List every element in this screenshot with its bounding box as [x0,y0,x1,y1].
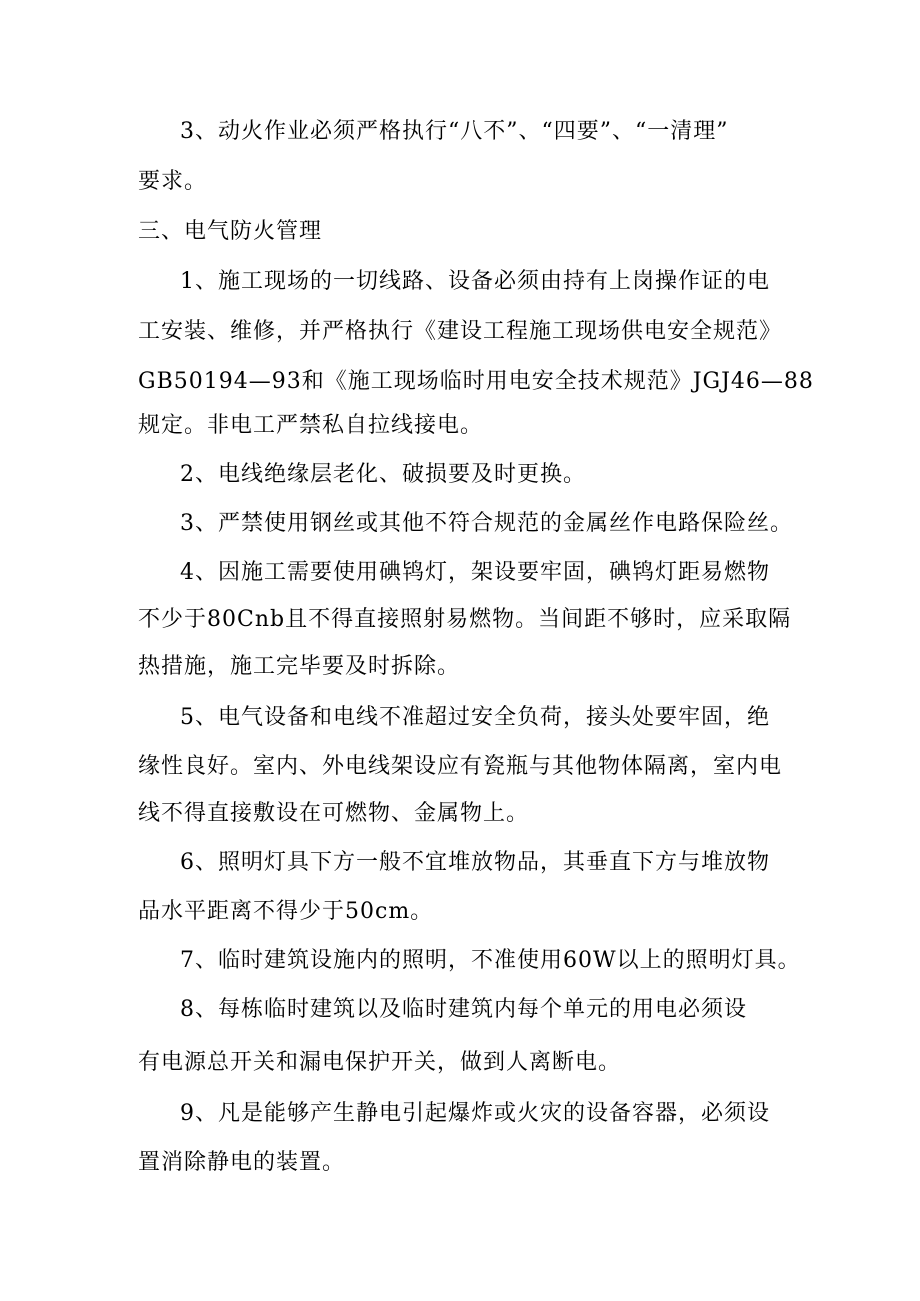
text-line: 3、严禁使用钢丝或其他不符合规范的金属丝作电路保险丝。 [180,511,793,536]
text-line: 有电源总开关和漏电保护开关，做到人离断电。 [138,1050,622,1075]
text-line: 热措施，施工完毕要及时拆除。 [138,654,461,679]
text-line: 规定。非电工严禁私自拉线接电。 [138,413,484,438]
text-line: 工安装、维修，并严格执行《建设工程施工现场供电安全规范》 [138,319,783,344]
text-line: 8、每栋临时建筑以及临时建筑内每个单元的用电必须设 [180,997,747,1022]
text-line: 不少于80Cnb且不得直接照射易燃物。当间距不够时，应采取隔 [138,607,792,632]
text-line: 品水平距离不得少于50cm。 [138,899,434,924]
text-line: 4、因施工需要使用碘鸨灯，架设要牢固，碘鸨灯距易燃物 [180,560,770,585]
text-line: GB50194—93和《施工现场临时用电安全技术规范》JGJ46—88 [138,369,814,394]
text-line: 2、电线绝缘层老化、破损要及时更换。 [180,462,586,487]
text-line: 缘性良好。室内、外电线架设应有瓷瓶与其他物体隔离，室内电 [138,754,783,779]
text-line: 1、施工现场的一切线路、设备必须由持有上岗操作证的电 [180,269,770,294]
text-line: 要求。 [138,169,208,194]
section-heading: 三、电气防火管理 [138,219,323,244]
text-line: 线不得直接敷设在可燃物、金属物上。 [138,801,530,826]
text-line: 6、照明灯具下方一般不宜堆放物品，其垂直下方与堆放物 [180,850,770,875]
text-line: 5、电气设备和电线不准超过安全负荷，接头处要牢固，绝 [180,705,770,730]
text-line: 3、动火作业必须严格执行“八不”、“四要”、“一清理” [180,119,729,144]
text-line: 9、凡是能够产生静电引起爆炸或火灾的设备容器，必须设 [180,1101,770,1126]
text-line: 置消除静电的装置。 [138,1150,346,1175]
text-line: 7、临时建筑设施内的照明，不准使用60W以上的照明灯具。 [180,948,801,973]
